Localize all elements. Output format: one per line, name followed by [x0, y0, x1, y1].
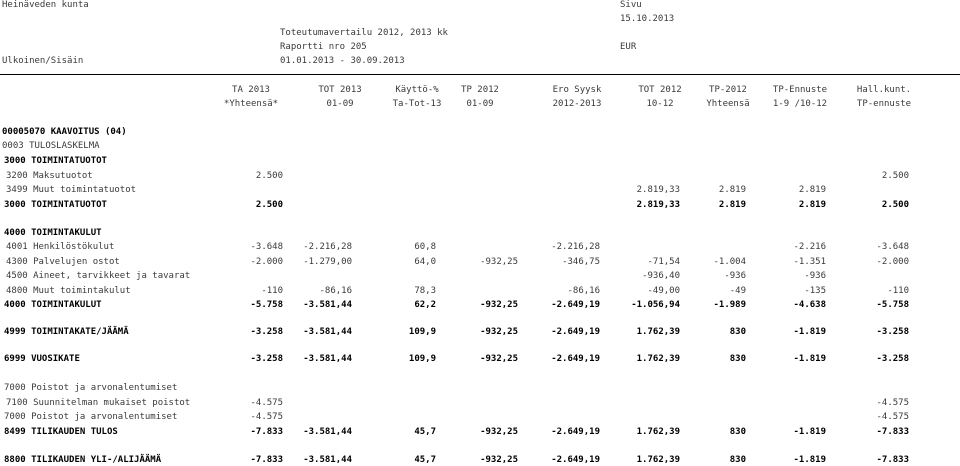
- cell-value: -1.819: [793, 427, 826, 437]
- row-label: 4999 TOIMINTAKATE/JÄÄMÄ: [4, 327, 129, 337]
- cell-value: -86,16: [567, 286, 600, 296]
- column-header-bottom: 2012-2013: [552, 99, 602, 109]
- column-header-bottom: *Yhteensä*: [223, 99, 279, 109]
- cell-value: 2.819: [718, 200, 746, 210]
- row-label: 8499 TILIKAUDEN TULOS: [4, 427, 118, 437]
- cell-value: 45,7: [414, 455, 436, 465]
- cell-value: 2.819,33: [636, 200, 680, 210]
- cell-value: -932,25: [480, 354, 518, 364]
- column-header-bottom: 01-09: [326, 99, 354, 109]
- column-header-top: TP 2012: [461, 85, 499, 95]
- cell-value: -936: [724, 271, 746, 281]
- column-header-top: TA 2013: [232, 85, 270, 95]
- column-header-top: TP-2012: [709, 85, 747, 95]
- cell-value: -1.819: [793, 354, 826, 364]
- cell-value: -5.758: [250, 300, 283, 310]
- cell-value: 78,3: [414, 286, 436, 296]
- cell-value: 45,7: [414, 427, 436, 437]
- cell-value: -936,40: [642, 271, 680, 281]
- cell-value: -3.258: [876, 327, 909, 337]
- row-label: 4500 Aineet, tarvikkeet ja tavarat: [6, 271, 191, 281]
- cell-value: -936: [804, 271, 826, 281]
- cell-value: -2.216,28: [551, 242, 600, 252]
- row-label: 8800 TILIKAUDEN YLI-/ALIJÄÄMÄ: [4, 455, 162, 465]
- cell-value: -932,25: [480, 427, 518, 437]
- cell-value: 2.819,33: [636, 185, 680, 195]
- cell-value: -932,25: [480, 327, 518, 337]
- cell-value: -7.833: [876, 455, 909, 465]
- column-header-top: Käyttö-%: [395, 85, 439, 95]
- scope: Ulkoinen/Sisäin: [2, 56, 84, 66]
- cell-value: 109,9: [408, 354, 436, 364]
- column-header-bottom: 01-09: [466, 99, 494, 109]
- column-header-top: TOT 2012: [638, 85, 682, 95]
- cell-value: -3.648: [876, 242, 909, 252]
- cell-value: -4.575: [250, 398, 283, 408]
- cell-value: -1.056,94: [631, 300, 680, 310]
- cell-value: -932,25: [480, 257, 518, 267]
- cell-value: 1.762,39: [636, 354, 680, 364]
- cell-value: -4.575: [876, 398, 909, 408]
- cell-value: -932,25: [480, 455, 518, 465]
- cell-value: -110: [887, 286, 909, 296]
- cell-value: -71,54: [647, 257, 680, 267]
- cell-value: 830: [729, 427, 746, 437]
- cell-value: 2.819: [798, 185, 826, 195]
- column-header-bottom: TP-ennuste: [856, 99, 912, 109]
- cell-value: -3.581,44: [303, 427, 352, 437]
- cell-value: 2.500: [881, 171, 909, 181]
- cell-value: -2.649,19: [551, 427, 600, 437]
- cell-value: -346,75: [562, 257, 600, 267]
- column-header-top: TOT 2013: [318, 85, 362, 95]
- cell-value: -3.258: [250, 354, 283, 364]
- cell-value: -3.648: [250, 242, 283, 252]
- cell-value: -135: [804, 286, 826, 296]
- cell-value: -4.638: [793, 300, 826, 310]
- cell-value: -5.758: [876, 300, 909, 310]
- row-label: 4000 TOIMINTAKULUT: [4, 300, 102, 310]
- report-title: Toteutumavertailu 2012, 2013 kk: [280, 28, 448, 38]
- cell-value: -110: [261, 286, 283, 296]
- column-header-bottom: Ta-Tot-13: [392, 99, 442, 109]
- cell-value: 1.762,39: [636, 327, 680, 337]
- row-label: 3000 TOIMINTATUOTOT: [4, 200, 107, 210]
- cell-value: -86,16: [319, 286, 352, 296]
- cell-value: 830: [729, 455, 746, 465]
- cell-value: 2.500: [255, 171, 283, 181]
- cell-value: -49,00: [647, 286, 680, 296]
- row-label: 4300 Palvelujen ostot: [6, 257, 120, 267]
- cell-value: 2.500: [255, 200, 283, 210]
- row-label: 4800 Muut toimintakulut: [6, 286, 131, 296]
- cell-value: -1.351: [793, 257, 826, 267]
- cell-value: -49: [729, 286, 746, 296]
- row-label: 7000 Poistot ja arvonalentumiset: [4, 412, 178, 422]
- cell-value: -2.649,19: [551, 327, 600, 337]
- cell-value: -1.279,00: [303, 257, 352, 267]
- cell-value: -3.581,44: [303, 327, 352, 337]
- currency: EUR: [620, 42, 637, 52]
- cell-value: -932,25: [480, 300, 518, 310]
- row-label: 3000 TOIMINTATUOTOT: [4, 156, 107, 166]
- cell-value: -2.000: [876, 257, 909, 267]
- row-label: 3200 Maksutuotot: [6, 171, 93, 181]
- report-date: 15.10.2013: [620, 14, 675, 24]
- cell-value: -3.258: [250, 327, 283, 337]
- cell-value: -1.989: [713, 300, 746, 310]
- column-header-bottom: 10-12: [646, 99, 674, 109]
- cell-value: -4.575: [876, 412, 909, 422]
- cell-value: 2.500: [881, 200, 909, 210]
- cell-value: -4.575: [250, 412, 283, 422]
- column-header-bottom: 1-9 /10-12: [772, 99, 828, 109]
- column-header-top: TP-Ennuste: [772, 85, 828, 95]
- column-header-top: Hall.kunt.: [856, 85, 912, 95]
- column-header-bottom: Yhteensä: [706, 99, 750, 109]
- page-label: Sivu: [620, 0, 642, 10]
- organization-name: Heinäveden kunta: [2, 0, 89, 10]
- cell-value: -7.833: [250, 455, 283, 465]
- row-label: 00005070 KAAVOITUS (04): [2, 127, 127, 137]
- cell-value: -7.833: [876, 427, 909, 437]
- cell-value: -2.216,28: [303, 242, 352, 252]
- cell-value: 830: [729, 327, 746, 337]
- cell-value: 2.819: [718, 185, 746, 195]
- row-label: 7100 Suunnitelman mukaiset poistot: [6, 398, 191, 408]
- cell-value: 64,0: [414, 257, 436, 267]
- cell-value: 2.819: [798, 200, 826, 210]
- report-number: Raportti nro 205: [280, 42, 367, 52]
- cell-value: 109,9: [408, 327, 436, 337]
- cell-value: -3.581,44: [303, 300, 352, 310]
- cell-value: 1.762,39: [636, 455, 680, 465]
- cell-value: -1.004: [713, 257, 746, 267]
- header-divider: [0, 74, 960, 75]
- row-label: 3499 Muut toimintatuotot: [6, 185, 137, 195]
- cell-value: -1.819: [793, 327, 826, 337]
- cell-value: -2.649,19: [551, 455, 600, 465]
- row-label: 4000 TOIMINTAKULUT: [4, 228, 102, 238]
- cell-value: -2.649,19: [551, 354, 600, 364]
- cell-value: -1.819: [793, 455, 826, 465]
- row-label: 0003 TULOSLASKELMA: [2, 141, 100, 151]
- row-label: 6999 VUOSIKATE: [4, 354, 80, 364]
- column-header-top: Ero Syysk: [552, 85, 602, 95]
- cell-value: 60,8: [414, 242, 436, 252]
- cell-value: -3.581,44: [303, 354, 352, 364]
- report-period: 01.01.2013 - 30.09.2013: [280, 56, 405, 66]
- cell-value: -3.581,44: [303, 455, 352, 465]
- cell-value: -3.258: [876, 354, 909, 364]
- cell-value: -7.833: [250, 427, 283, 437]
- cell-value: 830: [729, 354, 746, 364]
- row-label: 7000 Poistot ja arvonalentumiset: [4, 383, 178, 393]
- row-label: 4001 Henkilöstökulut: [6, 242, 115, 252]
- cell-value: -2.216: [793, 242, 826, 252]
- cell-value: -2.000: [250, 257, 283, 267]
- cell-value: 1.762,39: [636, 427, 680, 437]
- cell-value: -2.649,19: [551, 300, 600, 310]
- cell-value: 62,2: [414, 300, 436, 310]
